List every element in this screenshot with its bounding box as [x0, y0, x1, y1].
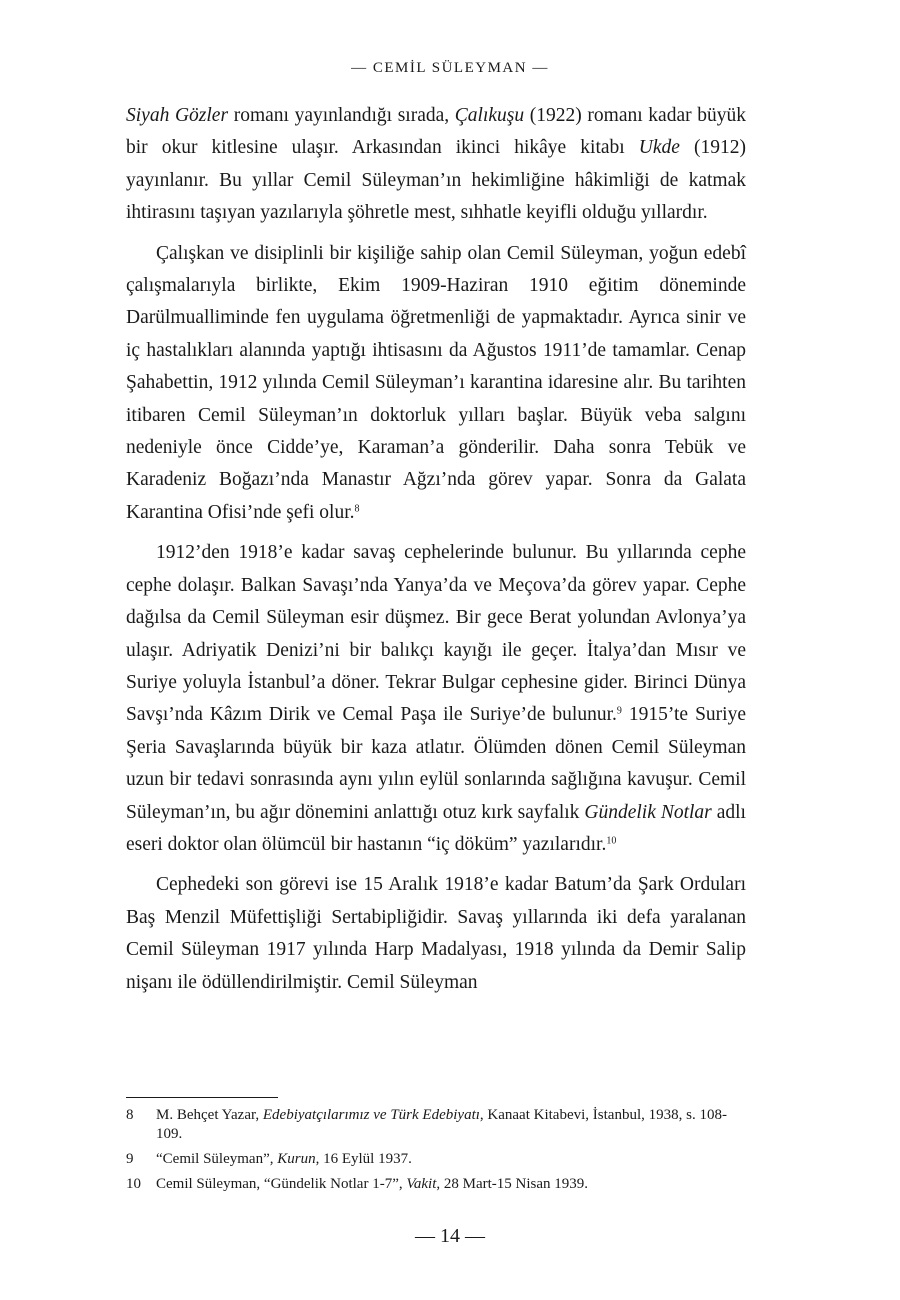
footnote-number: 8	[126, 1107, 134, 1123]
footnotes	[126, 1106, 746, 1200]
text-span: (1922) romanı kadar büyük bir okur kitlesine ulaşır. Arkasından ikinci hikâye kitabı	[126, 105, 746, 159]
text-span: 1912’den 1918’e kadar savaş cephelerinde bulunur. Bu yıllarında cephe cephe dolaşır. Balkan Savaşı’nda Yanya’da ve Meçova’da görev yapar. Cephe dağılsa da Cemil Süleyman esir düşmez. Bir gece Berat yolundan Avlonya’ya ulaşır. Adriyatik Denizi’ni bir balıkçı kayığı ile geçer. İtalya’dan Mısır ve Suriye yoluyla İstanbul’a döner. Tekrar Bulgar cephesine gider. Birinci Dünya Savşı’nda Kâzım Dirik ve Cemal Paşa ile Suriye’de bulunur.	[126, 542, 746, 726]
paragraph-1	[126, 100, 746, 230]
text-span: 1915’te Suriye Şeria Savaşlarında büyük bir kaza atlatır. Ölümden dönen Cemil Süleyman uzun bir tedavi sonrasında aynı yılın eylül sonlarında sağlığına kavuşur. Cemil Süleyman’ın, bu ağır dönemini anlattığı otuz kırk sayfalık	[126, 704, 746, 823]
text-span: , 28 Mart-15 Nisan 1939.	[436, 1176, 589, 1192]
text-span: , Kanaat Kitabevi, İstanbul, 1938, s. 108-109.	[156, 1107, 727, 1142]
paragraph-4	[126, 869, 746, 999]
text-span: adlı eseri doktor olan ölümcül bir hastanın “iç döküm” yazılarıdır.	[126, 801, 746, 855]
footnote-text	[156, 1106, 746, 1144]
source-title-italic: Vakit	[406, 1176, 437, 1192]
footnote-separator	[126, 1097, 278, 1098]
book-title-italic: Çalıkuşu	[454, 105, 525, 126]
footnote-number: 10	[126, 1176, 141, 1192]
paragraph-3	[126, 537, 746, 861]
text-span: Cemil Süleyman, “Gündelik Notlar 1-7”,	[156, 1176, 407, 1192]
text-span: M. Behçet Yazar,	[156, 1107, 263, 1123]
text-span: romanı yayınlandığı sırada,	[228, 105, 455, 126]
book-title-italic: Ukde	[638, 137, 680, 159]
footnote-item	[126, 1150, 746, 1169]
footnote-ref: 9	[616, 705, 622, 717]
source-title-italic: Kurun	[277, 1151, 316, 1167]
source-title-italic: Edebiyatçılarımız ve Türk Edebiyatı	[262, 1107, 480, 1123]
text-span: , 16 Eylül 1937.	[315, 1151, 412, 1167]
text-span: Cephedeki son görevi ise 15 Aralık 1918’e kadar Batum’da Şark Orduları Baş Menzil Müfettişliği Sertabipliğidir. Savaş yıllarında iki defa yaralanan Cemil Süleyman 1917 yılında Harp Madalyası, 1918 yılında da Demir Salip nişanı ile ödüllendirilmiştir. Cemil Süleyman	[126, 874, 746, 993]
book-title-italic: Gündelik Notlar	[584, 801, 712, 823]
footnote-text	[156, 1175, 746, 1194]
footnote-ref: 8	[354, 503, 360, 515]
text-span: “Cemil Süleyman”,	[156, 1151, 278, 1167]
running-header: — CEMİL SÜLEYMAN —	[351, 60, 549, 76]
footnote-number: 9	[126, 1151, 134, 1167]
paragraph-2	[126, 238, 746, 530]
footnote-item	[126, 1106, 746, 1144]
footnote-item	[126, 1175, 746, 1194]
footnote-text	[156, 1150, 746, 1169]
book-title-italic: Siyah Gözler	[126, 105, 229, 126]
text-span: (1912) yayınlanır. Bu yıllar Cemil Süleyman’ın hekimliğine hâkimliği de katmak ihtirasını taşıyan yazılarıyla şöhretle mest, sıhhatle keyifli olduğu yıllardır.	[126, 137, 746, 224]
page-number: — 14 —	[415, 1225, 485, 1247]
main-text	[126, 100, 746, 1007]
text-span: Çalışkan ve disiplinli bir kişiliğe sahip olan Cemil Süleyman, yoğun edebî çalışmalarıyla birlikte, Ekim 1909-Haziran 1910 eğitim döneminde Darülmualliminde fen uygulama öğretmenliği de yapmaktadır. Ayrıca sinir ve iç hastalıkları alanında yaptığı ihtisasını da Ağustos 1911’de tamamlar. Cenap Şahabettin, 1912 yılında Cemil Süleyman’ı karantina idaresine alır. Bu tarihten itibaren Cemil Süleyman’ın doktorluk yılları başlar. Büyük veba salgını nedeniyle önce Cidde’ye, Karaman’a gönderilir. Daha sonra Tebük ve Karadeniz Boğazı’nda Manastır Ağzı’nda görev yapar. Sonra da Galata Karantina Ofisi’nde şefi olur.	[126, 242, 746, 523]
footnote-ref: 10	[606, 835, 617, 847]
